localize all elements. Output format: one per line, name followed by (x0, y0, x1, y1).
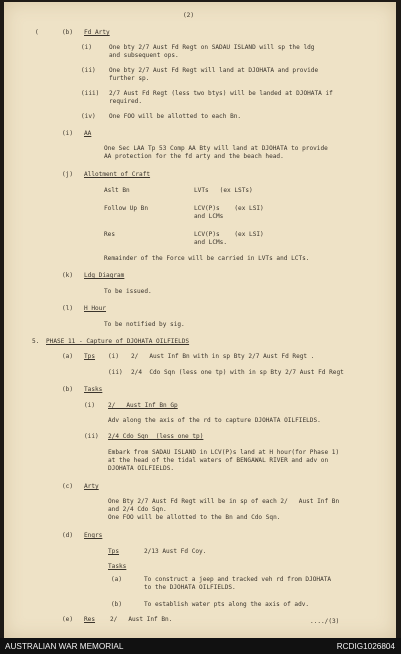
section-b-label: (b) (62, 29, 74, 36)
b-item-4-line-1: One FOO will be allotted to each Bn. (109, 113, 242, 120)
section-c-label: (c) (62, 483, 74, 490)
document-page (4, 2, 396, 638)
section-b2-label: (b) (62, 386, 74, 393)
a-item-2-no: (ii) (108, 369, 123, 376)
section-d-title: Engrs (84, 532, 103, 539)
task-2-line-2: at the head of the tidal waters of BENGAWAL RIVER and adv on (108, 457, 329, 464)
section-l-text: To be notified by sig. (104, 321, 185, 328)
engr-task-1-no: (a) (111, 576, 123, 583)
engr-tps-label: Tps (108, 548, 120, 555)
engr-task-1-line-2: to the DJOHATA OILFIELDS. (144, 584, 236, 591)
section-i-line-2: AA protection for the fd arty and the beach head. (104, 153, 284, 160)
continuation-mark: ..../(3) (310, 618, 340, 625)
b-item-3-line-2: required. (109, 98, 143, 105)
section-b-title: Fd Arty (84, 29, 110, 36)
section-i-line-1: One Sec LAA Tp 53 Comp AA Bty will land at DJOHATA to provide (104, 145, 328, 152)
section-j-label: (j) (62, 171, 74, 178)
section-i-title: AA (84, 130, 92, 137)
craft-unit-1: Aslt Bn (104, 187, 130, 194)
engr-task-2-no: (b) (111, 601, 123, 608)
task-1-line-1: Adv along the axis of the rd to capture DJOHATA OILFIELDS. (108, 417, 321, 424)
footer-record-id: RCDIG1026804 (336, 641, 395, 651)
section-k-text: To be issued. (104, 288, 152, 295)
section-c-title: Arty (84, 483, 99, 490)
task-2-title: 2/4 Cdo Sqn (less one tp) (108, 433, 204, 440)
craft-unit-2-line-2: and LCMs (194, 213, 224, 220)
engr-task-2-line-1: To establish water pts along the axis of adv. (144, 601, 310, 608)
section-e-label: (e) (62, 616, 74, 623)
craft-unit-3-line-2: and LCMs. (194, 239, 228, 246)
a-item-2-text: 2/4 Cdo Sqn (less one tp) with in sp Bty 2/7 Aust Fd Regt (131, 369, 344, 376)
footer-source: AUSTRALIAN WAR MEMORIAL (5, 641, 124, 651)
section-b2-title: Tasks (84, 386, 103, 393)
margin-mark: ( (35, 29, 39, 36)
section-j-remainder: Remainder of the Force will be carried in LVTs and LCTs. (104, 255, 310, 262)
a-item-1-no: (i) (108, 353, 120, 360)
page-number: (2) (183, 12, 195, 19)
craft-unit-2: Follow Up Bn (104, 205, 149, 212)
b-item-3-no: (iii) (81, 90, 100, 97)
b-item-1-no: (i) (81, 44, 93, 51)
section-e-text: 2/ Aust Inf Bn. (110, 616, 173, 623)
section-k-title: Ldg Diagram (84, 272, 125, 279)
task-1-no: (i) (84, 402, 96, 409)
section-d-label: (d) (62, 532, 74, 539)
section-c-line-1: One Bty 2/7 Aust Fd Regt will be in sp of each 2/ Aust Inf Bn (108, 498, 340, 505)
craft-unit-3-line-1: LCV(P)s (ex LSI) (194, 231, 264, 238)
section-i-label: (i) (62, 130, 74, 137)
archive-footer (0, 638, 401, 654)
engr-tasks-label: Tasks (108, 563, 127, 570)
craft-unit-1-line-1: LVTs (ex LSTs) (194, 187, 253, 194)
section-c-line-2: and 2/4 Cdo Sqn. (108, 506, 167, 513)
section-e-title: Res (84, 616, 96, 623)
section-a-title: Tps (84, 353, 96, 360)
craft-unit-3: Res (104, 231, 116, 238)
task-2-line-3: DJOHATA OILFIELDS. (108, 465, 175, 472)
phase-title: PHASE 11 - Capture of DJOHATA OILFIELDS (46, 338, 190, 345)
b-item-4-no: (iv) (81, 113, 96, 120)
task-2-no: (ii) (84, 433, 99, 440)
b-item-2-no: (ii) (81, 67, 96, 74)
section-l-title: H Hour (84, 305, 107, 312)
phase-number: 5. (32, 338, 40, 345)
engr-task-1-line-1: To construct a jeep and tracked veh rd from DJOHATA (144, 576, 332, 583)
a-item-1-text: 2/ Aust Inf Bn with in sp Bty 2/7 Aust Fd Regt . (131, 353, 315, 360)
b-item-1-line-1: One bty 2/7 Aust Fd Regt on SADAU ISLAND will sp the ldg (109, 44, 315, 51)
b-item-2-line-1: One bty 2/7 Aust Fd Regt will land at DJOHATA and provide (109, 67, 319, 74)
section-j-title: Allotment of Craft (84, 171, 151, 178)
b-item-3-line-1: 2/7 Aust Fd Regt (less two btys) will be landed at DJOHATA if (109, 90, 333, 97)
engr-tps-text: 2/13 Aust Fd Coy. (144, 548, 207, 555)
section-k-label: (k) (62, 272, 74, 279)
task-2-line-1: Embark from SADAU ISLAND in LCV(P)s land at H hour(for Phase 1) (108, 449, 340, 456)
craft-unit-2-line-1: LCV(P)s (ex LSI) (194, 205, 264, 212)
section-c-line-3: One FOO will be allotted to the Bn and Cdo Sqn. (108, 514, 281, 521)
b-item-2-line-2: further sp. (109, 75, 150, 82)
section-l-label: (l) (62, 305, 74, 312)
b-item-1-line-2: and subsequent ops. (109, 52, 179, 59)
section-a-label: (a) (62, 353, 74, 360)
task-1-title: 2/ Aust Inf Bn Gp (108, 402, 178, 409)
